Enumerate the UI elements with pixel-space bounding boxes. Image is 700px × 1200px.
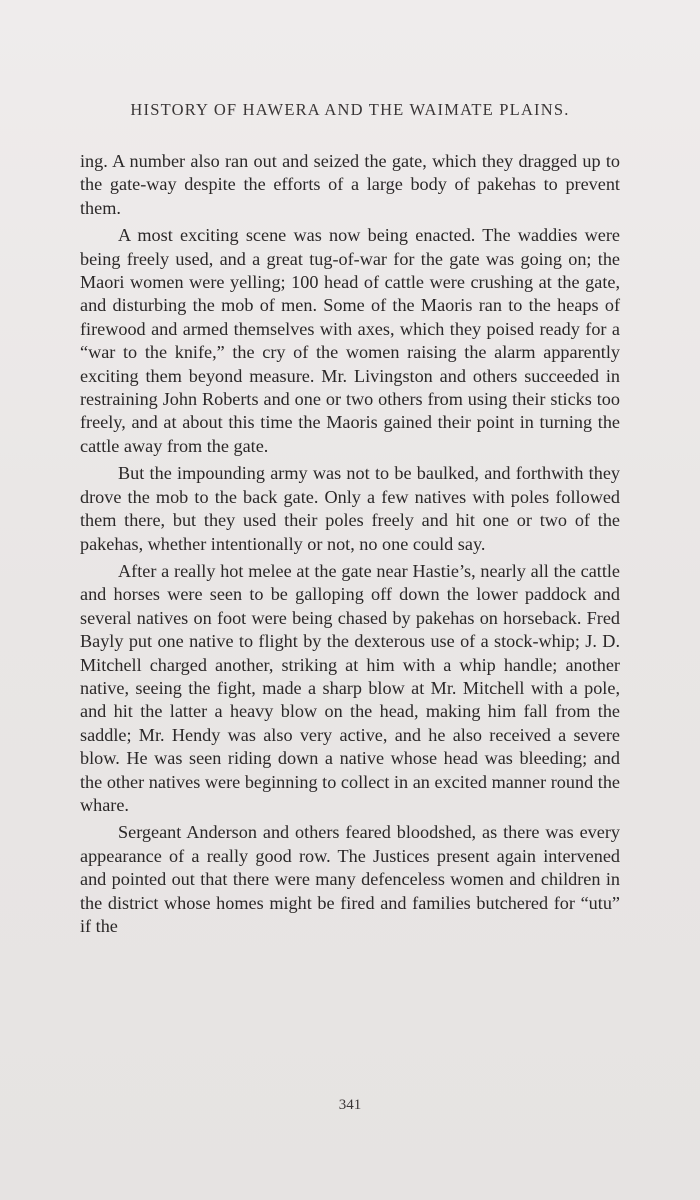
paragraph-continuation: ing. A number also ran out and seized the gate, which they dragged up to the gate-way despite the efforts of a large body of pakehas to prevent them. [80, 151, 620, 218]
paragraph: After a really hot melee at the gate near Hastie’s, nearly all the cattle and horses were seen to be galloping off down the lower paddock and several natives on foot were being chased by pakehas on horseback. Fred Bayly put one native to flight by the dexterous use of a stock-whip; J. D. Mitchell charged another, striking at him with a whip handle; another native, seeing the fight, made a sharp blow at Mr. Mitchell with a pole, and hit the latter a heavy blow on the head, making him fall from the saddle; Mr. Hendy was also very active, and he also received a severe blow. He was seen riding down a native whose head was bleeding; and the other natives were beginning to collect in an excited manner round the whare. [80, 560, 620, 815]
body-text [80, 150, 620, 942]
page-number: 341 [338, 1097, 362, 1113]
paragraph: A most exciting scene was now being enacted. The waddies were being freely used, and a great tug-of-war for the gate was going on; the Maori women were yelling; 100 head of cattle were crushing at the gate, and disturbing the mob of men. Some of the Maoris ran to the heaps of firewood and armed themselves with axes, which they poised ready for a “war to the knife,” the cry of the women raising the alarm apparently exciting them beyond measure. Mr. Livingston and others succeeded in restraining John Roberts and one or two others from using their sticks too freely, and at about this time the Maoris gained their point in turning the cattle away from the gate. [80, 225, 620, 456]
paragraph: But the impounding army was not to be baulked, and forthwith they drove the mob to the back gate. Only a few natives with poles followed them there, but they used their poles freely and hit one or two of the pakehas, whether intentionally or not, no one could say. [80, 463, 620, 554]
running-head: HISTORY OF HAWERA AND THE WAIMATE PLAINS. [130, 100, 570, 119]
paragraph: Sergeant Anderson and others feared bloodshed, as there was every appearance of a really good row. The Justices present again intervened and pointed out that there were many defenceless women and children in the district whose homes might be fired and families butchered for “utu” if the [80, 822, 620, 936]
